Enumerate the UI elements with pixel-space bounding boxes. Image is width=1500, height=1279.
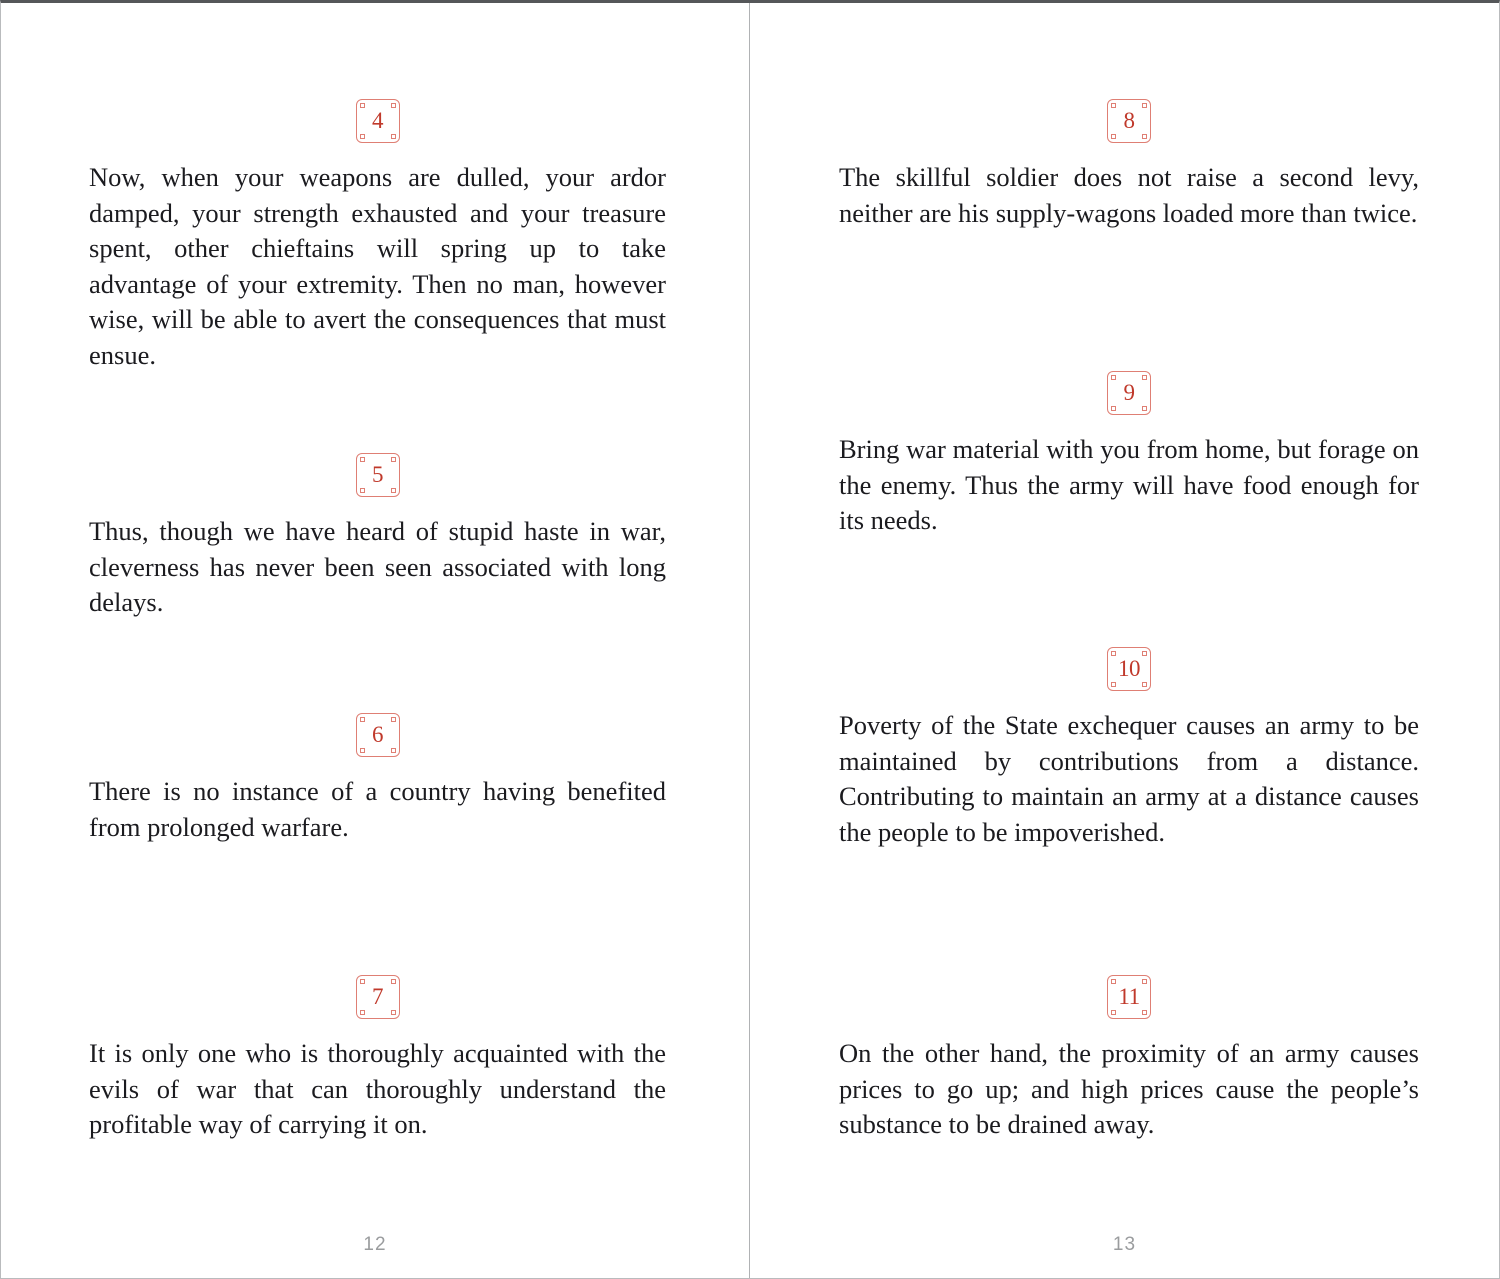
ornament-corner-top-right-icon [1142, 103, 1147, 108]
section-10 [839, 647, 1419, 850]
section-6 [89, 713, 666, 845]
ornament-corner-bottom-left-icon [1111, 682, 1116, 687]
ornament-corner-bottom-right-icon [1142, 682, 1147, 687]
page-number-right: 13 [1112, 1234, 1137, 1255]
ornament-box-icon [356, 453, 400, 497]
section-number: 6 [372, 721, 383, 747]
ornament-corner-top-right-icon [391, 103, 396, 108]
section-number: 8 [1123, 107, 1135, 133]
section-paragraph: Thus, though we have heard of stupid haste in war, cleverness has never been seen associated with long delays. [89, 516, 666, 617]
ornament-box-icon [1107, 975, 1151, 1019]
page-left-text-column [89, 3, 666, 1278]
section-number: 9 [1123, 379, 1135, 405]
ornament-corner-top-left-icon [1111, 375, 1116, 380]
section-number-wrap-7 [89, 975, 666, 1019]
ornament-corner-top-right-icon [1142, 375, 1147, 380]
section-number-wrap-6 [89, 713, 666, 757]
section-number-wrap-9 [839, 371, 1419, 415]
ornament-corner-top-right-icon [1142, 651, 1147, 656]
section-8 [839, 99, 1419, 231]
section-number: 10 [1118, 655, 1140, 681]
ornament-corner-bottom-right-icon [1142, 406, 1147, 411]
section-number: 5 [372, 461, 383, 487]
section-paragraph: Bring war material with you from home, but forage on the enemy. Thus the army will have food enough for its needs. [839, 434, 1419, 535]
ornament-corner-top-right-icon [391, 457, 396, 462]
ornament-corner-bottom-right-icon [391, 748, 396, 753]
ornament-corner-top-right-icon [391, 717, 396, 722]
section-5 [89, 453, 666, 621]
page-left [1, 3, 750, 1278]
section-paragraph: Now, when your weapons are dulled, your ardor damped, your strength exhausted and your treasure spent, other chieftains will spring up to take advantage of your extremity. Then no man, however wise, will be able to avert the consequences that must ensue. [89, 162, 666, 370]
section-number: 7 [372, 983, 383, 1009]
ornament-corner-bottom-left-icon [1111, 134, 1116, 139]
ornament-box-icon [356, 713, 400, 757]
ornament-corner-top-right-icon [1142, 979, 1147, 984]
page-right [750, 3, 1499, 1278]
ornament-corner-top-left-icon [360, 979, 365, 984]
ornament-corner-bottom-left-icon [1111, 1010, 1116, 1015]
ornament-corner-top-left-icon [1111, 651, 1116, 656]
section-number-wrap-8 [839, 99, 1419, 143]
section-paragraph: On the other hand, the proximity of an army causes prices to go up; and high prices cause the people’s substance to be drained away. [839, 1038, 1419, 1139]
section-paragraph: There is no instance of a country having benefited from prolonged warfare. [89, 776, 666, 842]
ornament-corner-bottom-right-icon [1142, 134, 1147, 139]
ornament-corner-bottom-right-icon [391, 488, 396, 493]
ornament-corner-bottom-right-icon [1142, 1010, 1147, 1015]
section-number-wrap-11 [839, 975, 1419, 1019]
section-number: 4 [372, 107, 383, 133]
ornament-corner-top-left-icon [1111, 979, 1116, 984]
ornament-box-icon [1107, 647, 1151, 691]
ornament-corner-top-left-icon [360, 103, 365, 108]
ornament-corner-top-left-icon [1111, 103, 1116, 108]
section-paragraph: It is only one who is thoroughly acquainted with the evils of war that can thoroughly understand the profitable way of carrying it on. [89, 1038, 666, 1139]
section-number-wrap-10 [839, 647, 1419, 691]
ornament-corner-bottom-right-icon [391, 134, 396, 139]
ornament-corner-top-right-icon [391, 979, 396, 984]
ornament-corner-bottom-left-icon [360, 488, 365, 493]
section-11 [839, 975, 1419, 1143]
section-4 [89, 99, 666, 373]
ornament-box-icon [1107, 99, 1151, 143]
ornament-corner-top-left-icon [360, 457, 365, 462]
ornament-corner-bottom-right-icon [391, 1010, 396, 1015]
ornament-corner-bottom-left-icon [360, 1010, 365, 1015]
section-7 [89, 975, 666, 1143]
section-number-wrap-4 [89, 99, 666, 143]
section-9 [839, 371, 1419, 539]
ornament-corner-top-left-icon [360, 717, 365, 722]
ornament-corner-bottom-left-icon [360, 134, 365, 139]
ornament-box-icon [356, 975, 400, 1019]
section-number-wrap-5 [89, 453, 666, 497]
ornament-box-icon [1107, 371, 1151, 415]
section-paragraph: Poverty of the State exchequer causes an army to be maintained by contributions from a distance. Contributing to maintain an army at a distance causes the people to be impoverished. [839, 710, 1419, 847]
page-number-left: 12 [363, 1234, 387, 1255]
ornament-box-icon [356, 99, 400, 143]
page-right-text-column [839, 3, 1419, 1278]
section-number: 11 [1118, 983, 1140, 1009]
ornament-corner-bottom-left-icon [360, 748, 365, 753]
ornament-corner-bottom-left-icon [1111, 406, 1116, 411]
section-paragraph: The skillful soldier does not raise a second levy, neither are his supply-wagons loaded more than twice. [839, 162, 1419, 228]
